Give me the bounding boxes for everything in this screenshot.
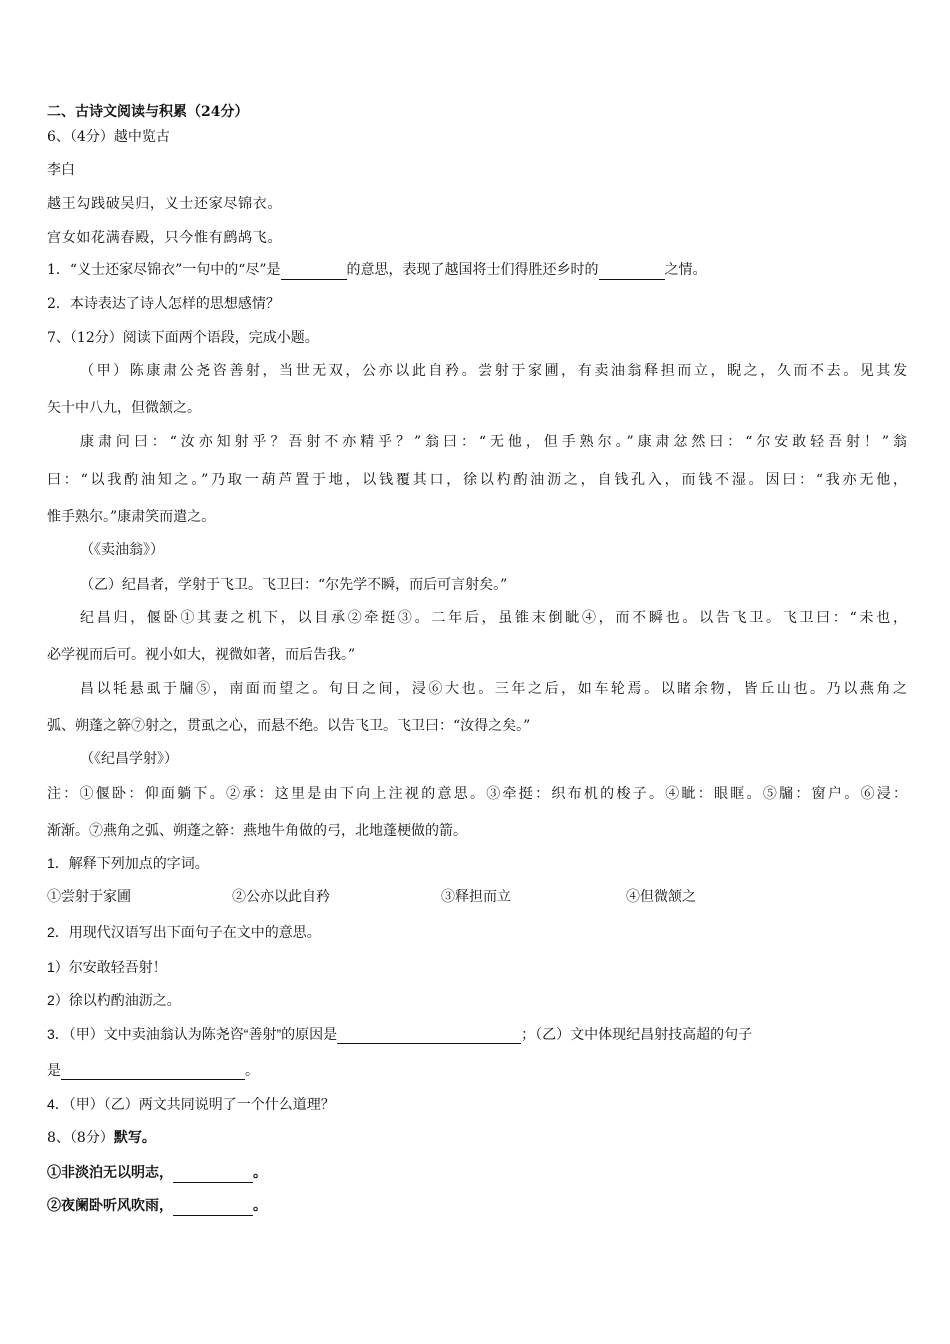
jia-p2-line1: 康肃问曰：“汝亦知射乎？吾射不亦精乎？”翁曰：“无他，但手熟尔。”康肃忿然曰：“尔安敢轻吾射！”翁 bbox=[80, 434, 907, 450]
yi-p1: （乙）纪昌者，学射于飞卫。飞卫曰：“尔先学不瞬，而后可言射矣。” bbox=[80, 577, 508, 593]
word-item-2: ②公亦以此自矜 bbox=[232, 888, 330, 904]
word-item-3: ③释担而立 bbox=[441, 888, 511, 904]
poem-line-1: 越王勾践破吴归，义士还家尽锦衣。 bbox=[47, 196, 283, 212]
answer-blank[interactable] bbox=[337, 1029, 521, 1044]
q7-sub2-item1: 1）尔安敢轻吾射！ bbox=[47, 959, 167, 975]
jia-p1-line2: 矢十中八九，但微颔之。 bbox=[47, 400, 201, 416]
q7-title: 7、（12分）阅读下面两个语段，完成小题。 bbox=[47, 330, 319, 346]
notes-line1: 注：①偃卧：仰面躺下。②承：这里是由下向上注视的意思。③牵挺：织布机的梭子。④眦：眼眶。⑤牖：窗户。⑥浸： bbox=[47, 785, 907, 801]
q7-sub2-item2: 2）徐以杓酌油沥之。 bbox=[47, 992, 181, 1008]
yi-p2-line1: 纪昌归，偃卧①其妻之机下，以目承②牵挺③。二年后，虽锥末倒眦④，而不瞬也。以告飞卫。飞卫曰：“未也， bbox=[80, 610, 907, 626]
q7-sub2: 2．用现代汉语写出下面句子在文中的意思。 bbox=[47, 924, 321, 940]
poem-author: 李白 bbox=[47, 162, 75, 178]
word-item-1: ①尝射于家圃 bbox=[47, 888, 131, 904]
word-item-4: ④但微颔之 bbox=[626, 888, 696, 904]
yi-source: （《纪昌学射》） bbox=[80, 751, 178, 767]
q6-sub1: 1．“义士还家尽锦衣”一句中的“尽”是 的意思，表现了越国将士们得胜还乡时的 之情。 bbox=[47, 262, 707, 278]
section-heading: 二、古诗文阅读与积累（24分） bbox=[47, 104, 249, 120]
yi-p2-line2: 必学视而后可。视小如大，视微如著，而后告我。” bbox=[47, 647, 356, 663]
q8-item2: ②夜阑卧听风吹雨， 。 bbox=[47, 1198, 267, 1214]
yi-p3-line1: 昌以牦悬虱于牖⑤，南面而望之。旬日之间，浸⑥大也。三年之后，如车轮焉。以睹余物，皆丘山也。乃以燕角之 bbox=[80, 681, 907, 697]
q6-title: 6、（4分）越中览古 bbox=[47, 129, 170, 145]
q7-sub4: 4．（甲）（乙）两文共同说明了一个什么道理？ bbox=[47, 1096, 335, 1112]
poem-line-2: 宫女如花满春殿，只今惟有鹧鸪飞。 bbox=[47, 230, 283, 246]
q7-sub1: 1．解释下列加点的字词。 bbox=[47, 855, 209, 871]
yi-p3-line2: 弧、朔蓬之簳⑦射之，贯虱之心，而悬不绝。以告飞卫。飞卫曰：“汝得之矣。” bbox=[47, 718, 531, 734]
q8-item1: ①非淡泊无以明志， 。 bbox=[47, 1165, 267, 1181]
jia-p2-line3: 惟手熟尔。”康肃笑而遣之。 bbox=[47, 509, 216, 525]
answer-blank[interactable] bbox=[61, 1065, 245, 1080]
jia-p1-line1: （甲）陈康肃公尧咨善射，当世无双，公亦以此自矜。尝射于家圃，有卖油翁释担而立，睨之，久而不去。见其发 bbox=[80, 363, 907, 379]
answer-blank[interactable] bbox=[173, 1201, 253, 1216]
q7-sub3-line1: 3．（甲）文中卖油翁认为陈尧咨“善射”的原因是 ；（乙）文中体现纪昌射技高超的句子 bbox=[47, 1026, 753, 1042]
answer-blank[interactable] bbox=[173, 1168, 253, 1183]
q7-sub3-line2: 是 。 bbox=[47, 1062, 259, 1078]
notes-line2: 渐渐。⑦燕角之弧、朔蓬之簳：燕地牛角做的弓，北地蓬梗做的箭。 bbox=[47, 822, 467, 838]
q6-sub2: 2．本诗表达了诗人怎样的思想感情？ bbox=[47, 296, 280, 312]
answer-blank[interactable] bbox=[281, 265, 347, 280]
q8-title: 8、（8分）默写。 bbox=[47, 1130, 156, 1146]
jia-source: （《卖油翁》） bbox=[80, 542, 164, 558]
jia-p2-line2: 曰：“以我酌油知之。”乃取一葫芦置于地，以钱覆其口，徐以杓酌油沥之，自钱孔入，而钱不湿。因曰：“我亦无他， bbox=[47, 472, 907, 488]
answer-blank[interactable] bbox=[599, 265, 665, 280]
